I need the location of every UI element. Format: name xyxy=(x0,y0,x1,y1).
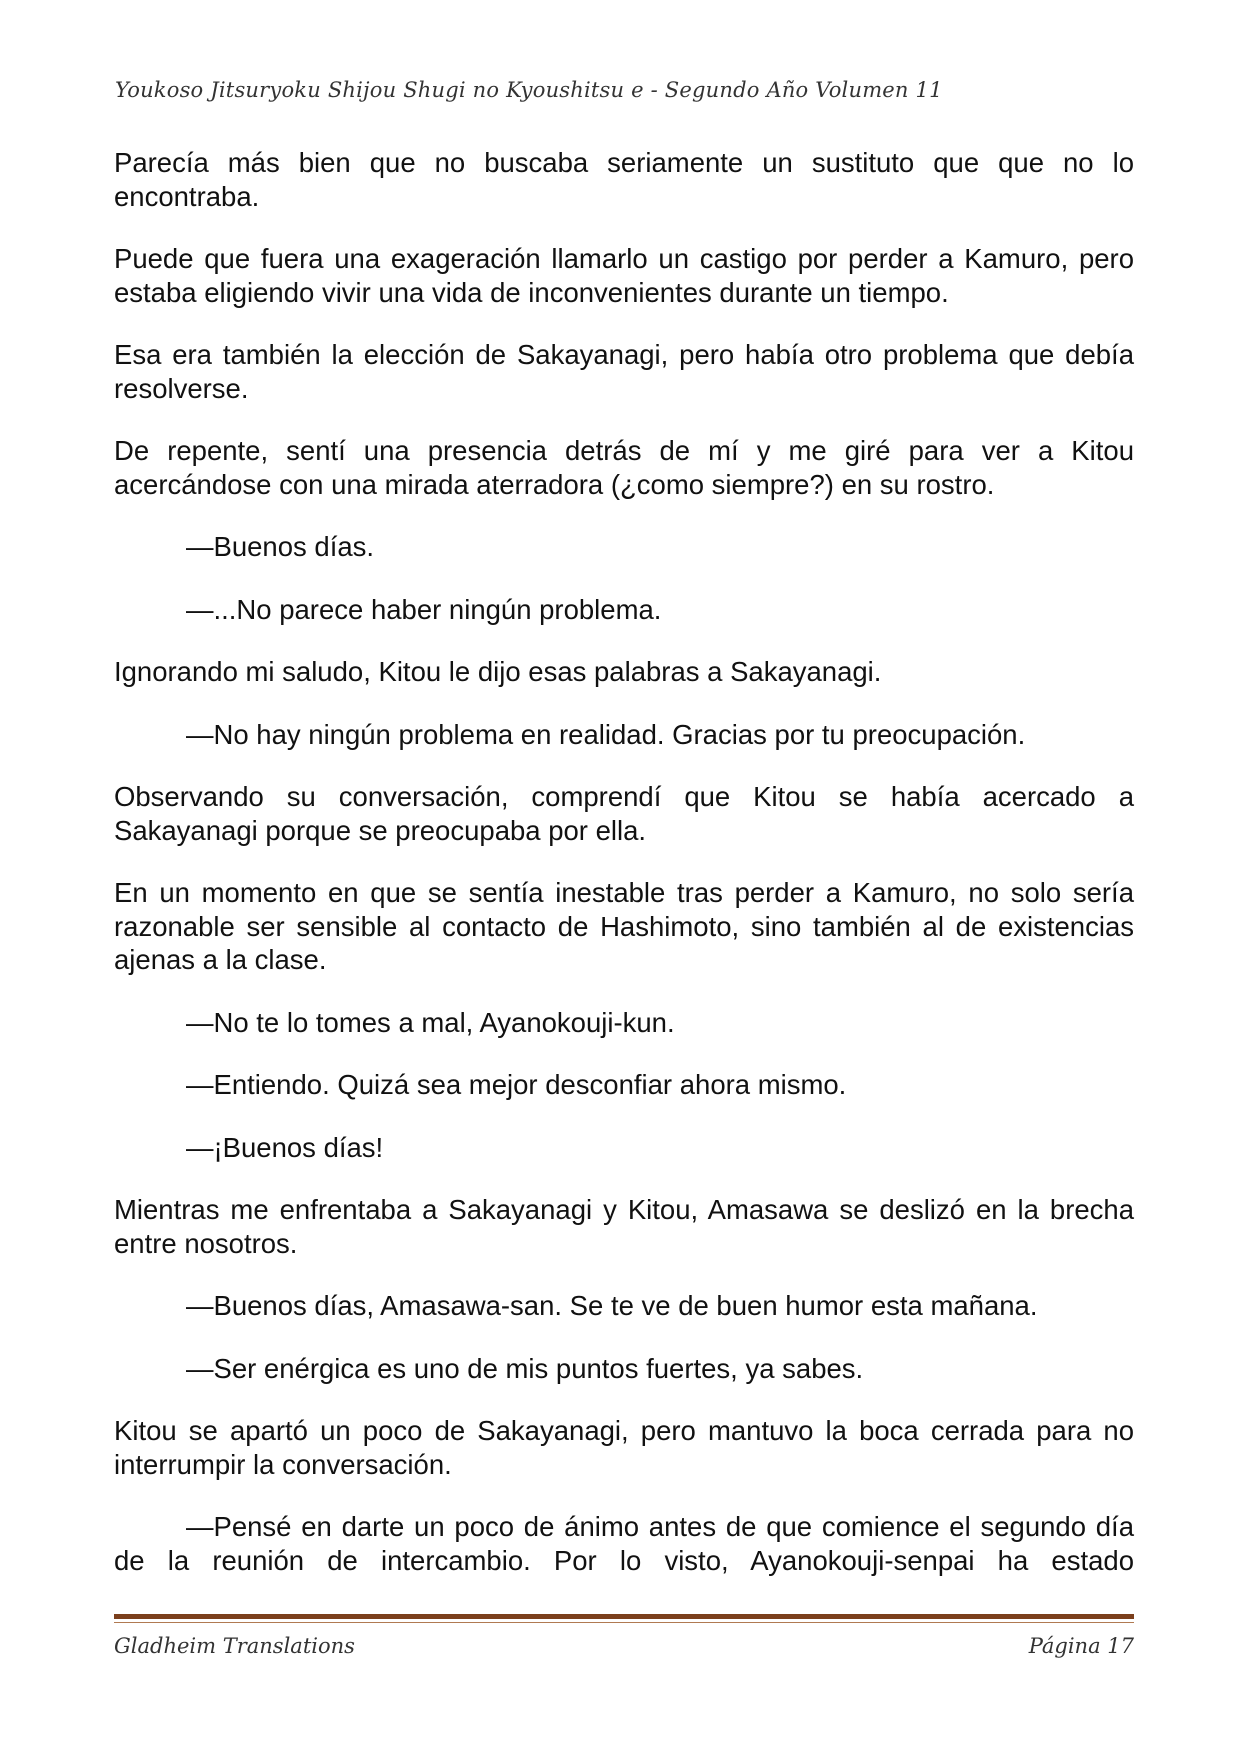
running-header: Youkoso Jitsuryoku Shijou Shugi no Kyoushitsu e - Segundo Año Volumen 11 xyxy=(115,78,943,102)
paragraph: Mientras me enfrentaba a Sakayanagi y Kitou, Amasawa se deslizó en la brecha entre nosotros. xyxy=(114,1194,1134,1259)
dialogue-line: —Buenos días, Amasawa-san. Se te ve de buen humor esta mañana. xyxy=(186,1290,1038,1321)
dialogue-line: —Pensé en darte un poco de ánimo antes de que comience el segundo día de la reunión de intercambio. Por lo visto, Ayanokouji-senpai ha estado xyxy=(114,1511,1134,1576)
dialogue-line: —¡Buenos días! xyxy=(186,1131,384,1163)
dialogue-line: —Buenos días. xyxy=(186,531,375,562)
dialogue-line: —...No parece haber ningún problema. xyxy=(186,593,662,625)
paragraph: En un momento en que se sentía inestable tras perder a Kamuro, no solo sería razonable ser sensible al contacto de Hashimoto, sino también al de existencias ajenas a la clase. xyxy=(114,877,1134,975)
paragraph: Kitou se apartó un poco de Sakayanagi, pero mantuvo la boca cerrada para no interrumpir la conversación. xyxy=(114,1415,1134,1480)
paragraph: De repente, sentí una presencia detrás de mí y me giré para ver a Kitou acercándose con una mirada aterradora (¿como siempre?) en su rostro. xyxy=(114,435,1134,500)
paragraph: Puede que fuera una exageración llamarlo un castigo por perder a Kamuro, pero estaba eligiendo vivir una vida de inconvenientes durante un tiempo. xyxy=(114,243,1134,308)
footer-divider xyxy=(114,1614,1134,1619)
paragraph: Esa era también la elección de Sakayanagi, pero había otro problema que debía resolverse. xyxy=(114,339,1134,404)
footer-divider-thin xyxy=(114,1622,1134,1623)
paragraph: Parecía más bien que no buscaba seriamente un sustituto que que no lo encontraba. xyxy=(114,147,1134,212)
page-body xyxy=(114,146,1134,1606)
paragraph: Ignorando mi saludo, Kitou le dijo esas palabras a Sakayanagi. xyxy=(114,656,882,687)
dialogue-line: —Entiendo. Quizá sea mejor desconfiar ahora mismo. xyxy=(186,1069,847,1100)
paragraph: Observando su conversación, comprendí que Kitou se había acercado a Sakayanagi porque se preocupaba por ella. xyxy=(114,781,1134,846)
dialogue-line: —No hay ningún problema en realidad. Gracias por tu preocupación. xyxy=(186,718,1026,750)
dialogue-line: —No te lo tomes a mal, Ayanokouji-kun. xyxy=(186,1006,675,1038)
dialogue-line: —Ser enérgica es uno de mis puntos fuertes, ya sabes. xyxy=(186,1352,864,1384)
footer-publisher: Gladheim Translations xyxy=(114,1634,355,1658)
page-number: Página 17 xyxy=(1028,1634,1134,1658)
